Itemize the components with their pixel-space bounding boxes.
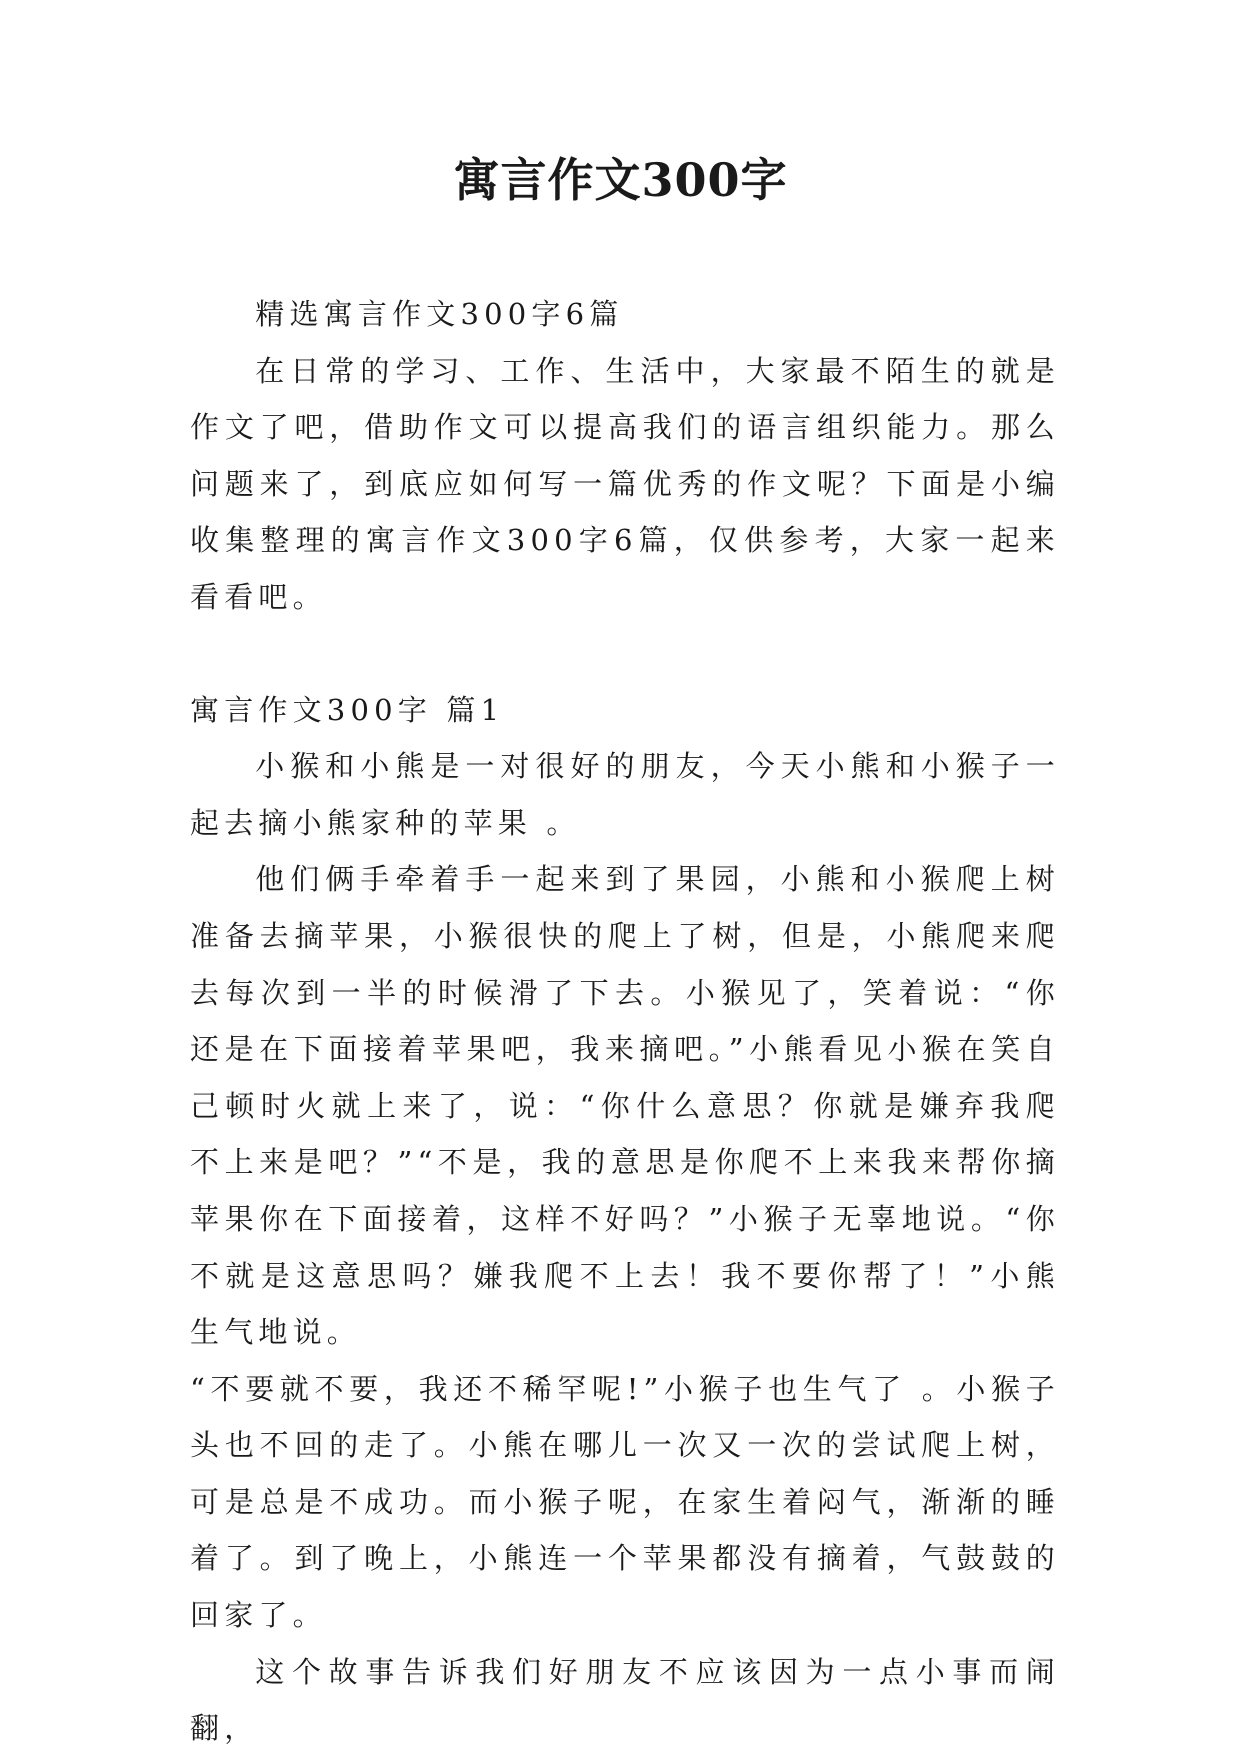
intro-paragraph: 在日常的学习、工作、生活中，大家最不陌生的就是作文了吧，借助作文可以提高我们的语言组织能力。那么问题来了，到底应如何写一篇优秀的作文呢？下面是小编收集整理的寓言作文300字6篇，仅供参考，大家一起来看看吧。 (190, 353, 1060, 614)
document-title: 寓言作文300字 (453, 153, 788, 207)
paragraph: 他们俩手牵着手一起来到了果园，小熊和小猴爬上树准备去摘苹果，小猴很快的爬上了树，但是，小熊爬来爬去每次到一半的时候滑了下去。小猴见了，笑着说：“你还是在下面接着苹果吧，我来摘吧。”小熊看见小猴在笑自己顿时火就上来了，说：“你什么意思？你就是嫌弃我爬不上来是吧？”“不是，我的意思是你爬不上来我来帮你摘苹果你在下面接着，这样不好吗？”小猴子无辜地说。“你不就是这意思吗？嫌我爬不上去！我不要你帮了！”小熊生气地说。 (190, 862, 1060, 1350)
section-heading: 寓言作文300字 篇1 (190, 692, 505, 727)
subtitle: 精选寓言作文300字6篇 (255, 297, 624, 331)
paragraph: 这个故事告诉我们好朋友不应该因为一点小事而闹翻， (190, 1654, 1060, 1746)
paragraph: “不要就不要，我还不稀罕呢!”小猴子也生气了 。小猴子头也不回的走了。小熊在哪儿一次又一次的尝试爬上树，可是总是不成功。而小猴子呢，在家生着闷气，渐渐的睡着了。到了晚上，小熊连一个苹果都没有摘着，气鼓鼓的回家了。 (190, 1371, 1060, 1633)
paragraph: 小猴和小熊是一对很好的朋友，今天小熊和小猴子一起去摘小熊家种的苹果 。 (190, 749, 1060, 840)
document-body (190, 286, 1060, 1757)
